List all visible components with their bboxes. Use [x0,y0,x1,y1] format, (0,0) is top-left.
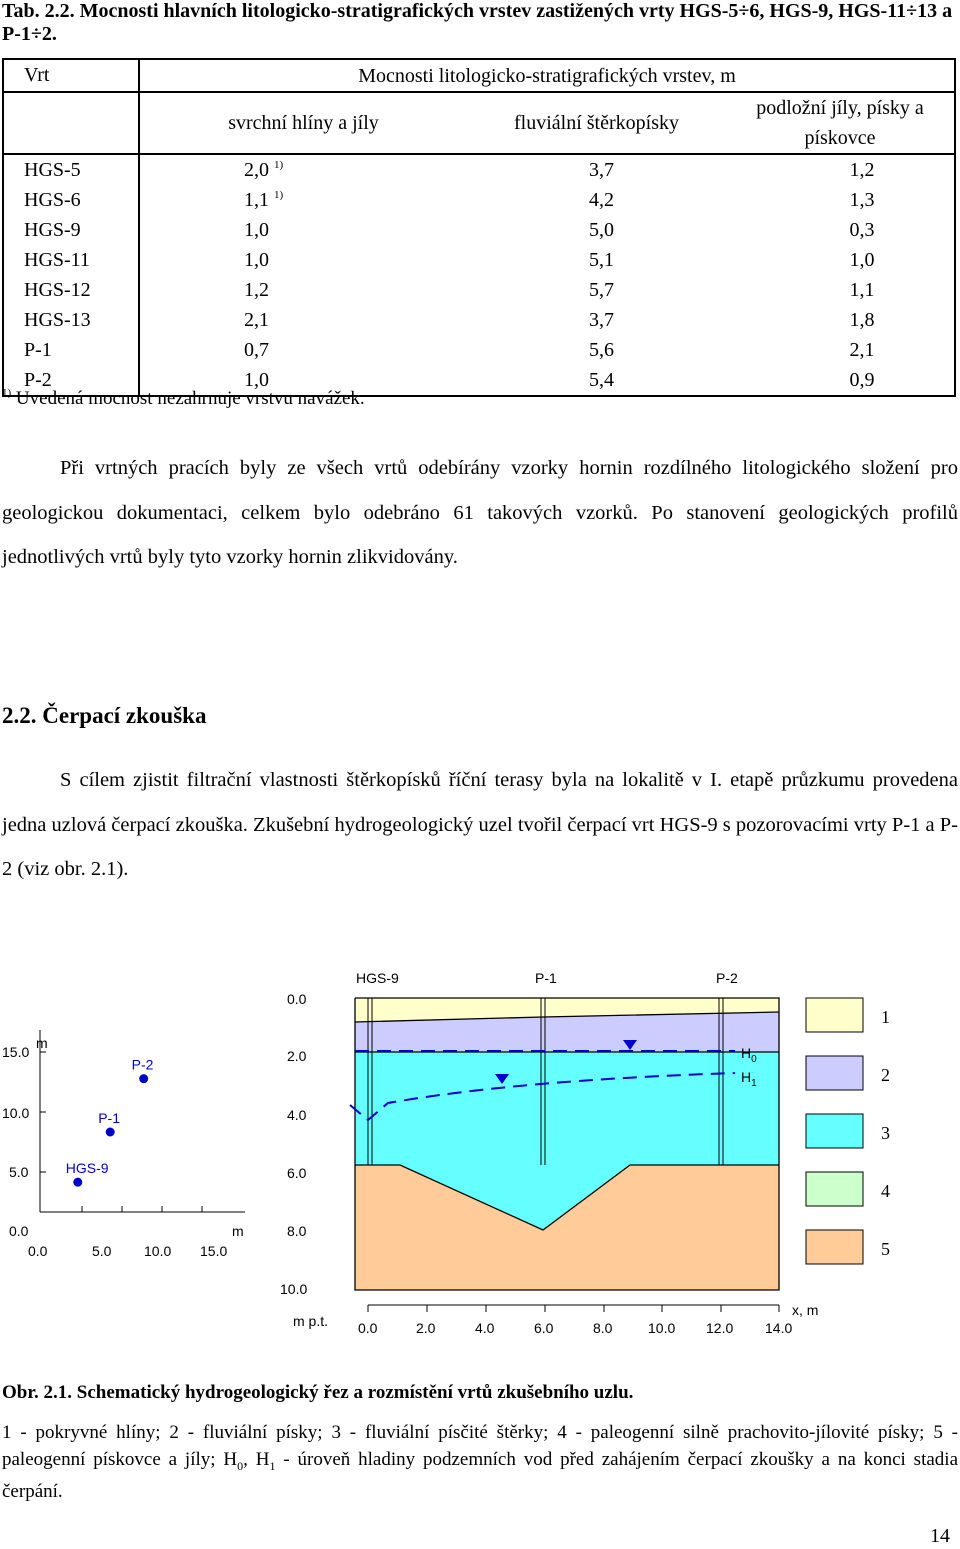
legend-swatch [806,1114,863,1148]
cell-v3: 0,3 [849,219,875,241]
legend-description: 1 - pokryvné hlíny; 2 - fluviální písky; 3 - fluviální písčité štěrky; 4 - paleogenní silně prachovito-jílovité písky; 5 - paleogenní pískovce a jíly; $H_0$, $H_1$ - úroveň hladiny podzemních vod před zahájením čerpací zkoušky a na konci stadia čerpání. [2,1422,959,1502]
legend-number: 4 [881,1181,890,1201]
thickness-table [2,58,956,397]
legend-number: 5 [881,1239,890,1259]
map-y-tick: 15.0 [2,1044,30,1060]
section-heading: 2.2. Čerpací zkouška [2,703,207,728]
figure-legend [806,998,890,1264]
cell-v3: 2,1 [849,339,875,361]
header-vrt: Vrt [3,59,139,92]
section-well-label: HGS-9 [356,970,399,986]
cell-v3: 1,2 [849,159,875,181]
cell-v3: 0,9 [849,369,875,391]
cell-v1: 1,0 [244,369,269,391]
table-row [3,215,955,245]
section-x-tick: 14.0 [765,1320,793,1336]
section-x-unit: x, m [792,1302,819,1318]
section-x-tick: 6.0 [534,1320,554,1336]
cell-v2: 5,0 [589,219,614,241]
cell-vrt: HGS-12 [3,275,139,305]
section-x-tick: 12.0 [706,1320,734,1336]
legend-number: 1 [881,1007,890,1027]
table-subheader-row [3,92,955,154]
cell-v2: 5,6 [589,339,614,361]
table-row [3,305,955,335]
table-row [3,335,955,365]
paragraph-1: Při vrtných pracích byly ze všech vrtů odebírány vzorky hornin rozdílného litologického složení pro geologickou dokumentaci, celkem bylo odebráno 61 takových vzorků. Po stanovení geologických profilů jednotlivých vrtů byly tyto vzorky hornin zlikvidovány. [2,457,958,568]
table-row [3,245,955,275]
cell-v1: 1,1 $^{1)}$ [244,189,284,211]
map-x-tick: 15.0 [200,1243,228,1259]
well-marker [106,1128,115,1137]
cell-v1: 0,7 [244,339,269,361]
well-label: HGS-9 [65,1160,109,1177]
cell-v2: 5,4 [589,369,614,391]
paragraph-2: S cílem zjistit filtrační vlastnosti štěrkopísků říční terasy byla na lokalitě v I. etapě průzkumu provedena jedna uzlová čerpací zkouška. Zkušební hydrogeologický uzel tvořil čerpací vrt HGS-9 s pozorovacími vrty P-1 a P-2 (viz obr. 2.1). [2,769,958,880]
header-group: Mocnosti litologicko-stratigrafických vrstev, m [358,64,736,87]
cell-vrt: HGS-6 [3,185,139,215]
well-location-map [2,1030,245,1259]
section-well-label: P-1 [535,970,557,986]
well-label: P-1 [98,1110,120,1126]
cell-vrt: HGS-9 [3,215,139,245]
well-marker [73,1178,82,1187]
depth-unit: m p.t. [293,1313,329,1329]
cross-section [280,970,818,1336]
h0-label: $H_0$ [741,1045,757,1065]
cell-v2: 4,2 [589,189,614,211]
cell-v3: 1,8 [849,309,875,331]
depth-tick: 10.0 [280,1281,308,1297]
well-marker [139,1074,148,1083]
cell-vrt: HGS-11 [3,245,139,275]
map-y-tick: 5.0 [9,1164,29,1180]
table-row [3,154,955,185]
map-y-tick: 10.0 [2,1105,30,1121]
cell-v3: 1,1 [849,279,875,301]
map-unit-y: m [36,1035,48,1051]
depth-tick: 2.0 [287,1048,307,1064]
cell-vrt: HGS-13 [3,305,139,335]
table-caption: Tab. 2.2. Mocnosti hlavních litologicko-stratigrafických vrstev zastižených vrty HGS-5÷6, HGS-9, HGS-11÷13 a P-1÷2. [2,0,953,45]
depth-tick: 0.0 [287,991,307,1007]
cell-v2: 5,7 [589,279,614,301]
cell-v3: 1,0 [849,249,875,271]
legend-swatch [806,1230,863,1264]
depth-tick: 6.0 [287,1165,307,1181]
table-header-row [3,59,955,92]
section-well-label: P-2 [716,970,738,986]
cell-v2: 3,7 [589,159,614,181]
section-x-tick: 0.0 [358,1320,378,1336]
header-col-1: svrchní hlíny a jíly [228,112,379,134]
legend-number: 3 [881,1123,890,1143]
well-label: P-2 [131,1056,154,1073]
depth-tick: 4.0 [287,1107,307,1123]
legend-number: 2 [881,1065,890,1085]
map-x-tick: 10.0 [144,1243,172,1259]
figure-caption: Obr. 2.1. Schematický hydrogeologický řez a rozmístění vrtů zkušebního uzlu. [2,1382,634,1403]
legend-swatch [806,998,863,1032]
cell-vrt: HGS-5 [3,154,139,185]
section-x-tick: 4.0 [475,1320,495,1336]
map-x-tick: 5.0 [92,1243,112,1259]
map-y-tick: 0.0 [9,1223,29,1239]
cell-v2: 5,1 [589,249,614,271]
section-x-tick: 2.0 [416,1320,436,1336]
map-x-tick: 0.0 [28,1243,48,1259]
header-col-2: fluviální štěrkopísky [514,112,679,134]
cell-v1: 1,0 [244,249,269,271]
cell-v2: 3,7 [589,309,614,331]
h1-label: $H_1$ [741,1069,757,1089]
legend-swatch [806,1056,863,1090]
cell-v1: 2,1 [244,309,269,331]
section-x-tick: 10.0 [648,1320,676,1336]
map-wells [66,1057,154,1187]
section-x-tick: 8.0 [593,1320,613,1336]
cell-v3: 1,3 [849,189,875,211]
cell-vrt: P-1 [3,335,139,365]
cell-vrt: P-2 [3,365,139,396]
table-row [3,275,955,305]
page-number: 14 [930,1525,950,1547]
table-row [3,185,955,215]
legend-swatch [806,1172,863,1206]
cell-v1: 1,2 [244,279,269,301]
table-footnote: $^{1)}$ Uvedená mocnost nezahrnuje vrstvu navážek. [2,387,365,409]
header-col-3: podložní jíly, písky a pískovce [756,97,924,149]
depth-tick: 8.0 [287,1223,307,1239]
cell-v1: 1,0 [244,219,269,241]
cell-v1: 2,0 $^{1)}$ [244,159,284,181]
hydrogeological-figure [0,960,960,1370]
map-unit-x: m [232,1223,244,1239]
